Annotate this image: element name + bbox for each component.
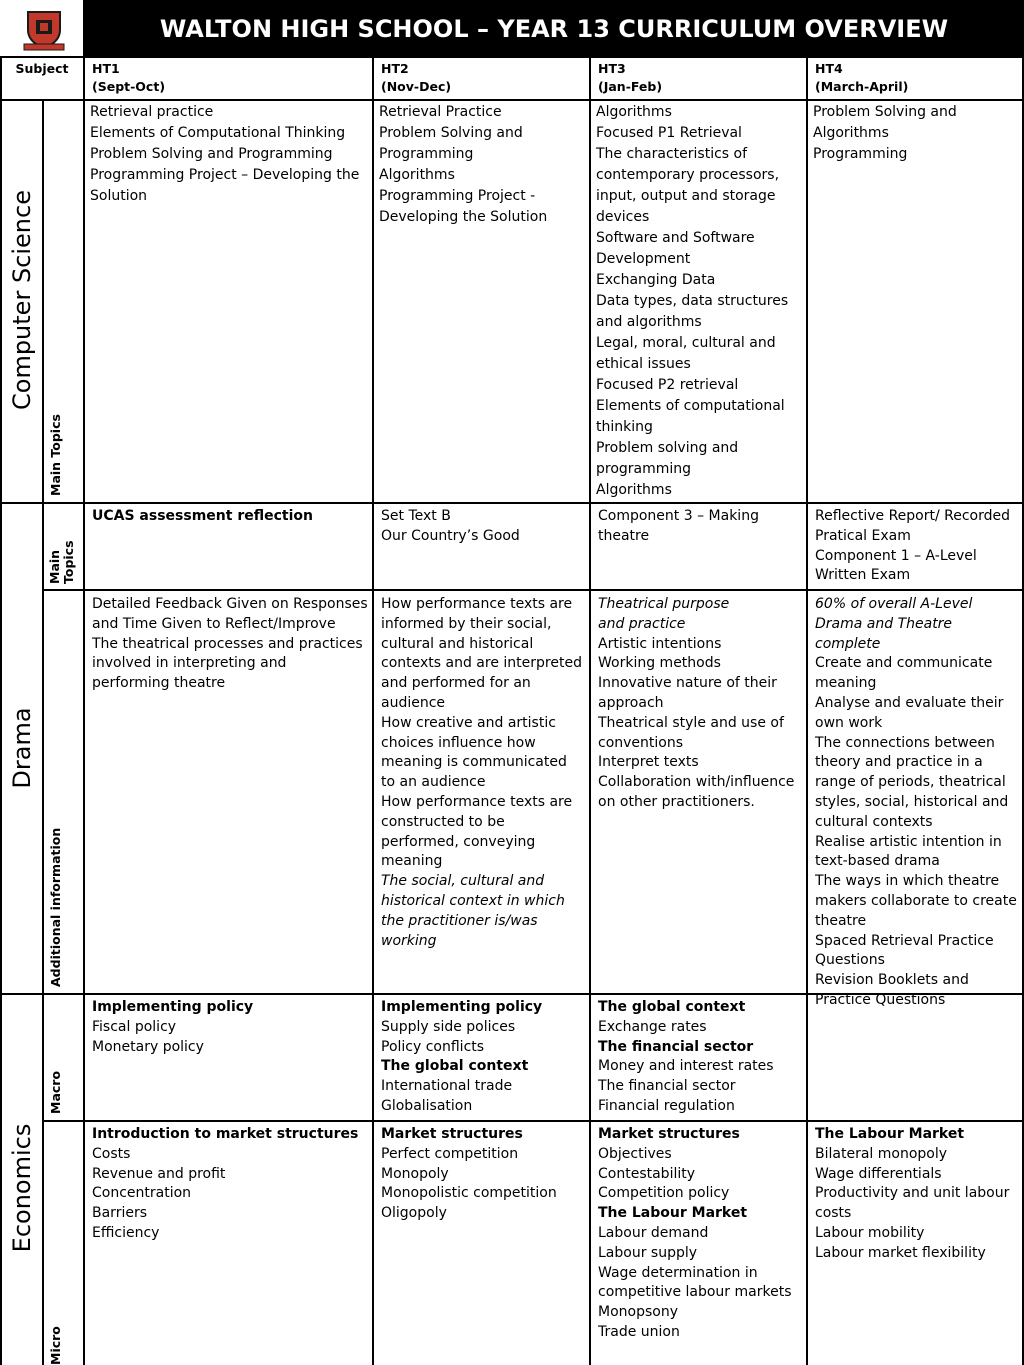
topic-item: Exchanging Data bbox=[596, 272, 716, 288]
topic-item: How creative and artistic choices influence how meaning is communicated to an audience bbox=[381, 714, 567, 791]
row-label-drama-main-topics: Main Topics bbox=[47, 540, 76, 584]
topic-item: Competition policy bbox=[598, 1185, 730, 1202]
header-ht3-label: HT3 bbox=[598, 61, 626, 76]
header-subject: Subject bbox=[15, 61, 69, 76]
topic-item: Bilateral monopoly bbox=[815, 1145, 948, 1162]
topic-item: Monopolistic competition bbox=[381, 1185, 557, 1202]
row-label-drama-additional: Additional information bbox=[48, 827, 63, 987]
logo-box bbox=[0, 0, 84, 58]
topic-item: Efficiency bbox=[92, 1224, 160, 1241]
topic-item: Costs bbox=[92, 1145, 131, 1162]
topic-item: UCAS assessment reflection bbox=[92, 508, 313, 524]
topic-item: Labour demand bbox=[598, 1224, 709, 1241]
topic-item: Collaboration with/influence on other practitioners. bbox=[598, 774, 795, 810]
topic-item: Component 1 – A-Level Written Exam bbox=[815, 547, 977, 584]
topic-heading: The global context bbox=[381, 1058, 529, 1075]
header-ht2-label: HT2 bbox=[381, 61, 409, 76]
drama-main-ht2-cell bbox=[381, 507, 585, 547]
topic-item: Monopsony bbox=[598, 1304, 678, 1321]
cs-ht3-cell bbox=[596, 102, 804, 501]
econ-micro-ht2-cell bbox=[381, 1125, 585, 1224]
topic-item: Financial regulation bbox=[598, 1097, 735, 1114]
topic-item: Programming Project - Developing the Solution bbox=[379, 188, 548, 225]
topic-item: Algorithms bbox=[596, 104, 672, 120]
header-ht4-label: HT4 bbox=[815, 61, 843, 76]
grid-line bbox=[589, 56, 591, 1365]
topic-item: Revision Booklets and Practice Questions bbox=[815, 972, 969, 1008]
topic-item: Software and Software Development bbox=[596, 230, 755, 267]
topic-item: Monetary policy bbox=[92, 1038, 204, 1055]
subject-computer-science: Computer Science bbox=[8, 190, 36, 410]
topic-item: Problem Solving and Programming bbox=[379, 125, 523, 162]
topic-item: Concentration bbox=[92, 1185, 192, 1202]
econ-macro-ht2-cell bbox=[381, 998, 585, 1117]
econ-micro-ht3-cell bbox=[598, 1125, 802, 1343]
cs-ht4-cell bbox=[813, 102, 963, 165]
topic-item: Focused P2 retrieval bbox=[596, 377, 739, 393]
topic-item: Innovative nature of their approach bbox=[598, 675, 777, 711]
grid-line bbox=[42, 589, 1024, 591]
drama-main-ht4-cell bbox=[815, 507, 1019, 586]
topic-item: The theatrical processes and practices involved in interpreting and performing theatre bbox=[92, 635, 363, 692]
topic-item: Wage determination in competitive labour markets bbox=[598, 1264, 792, 1301]
grid-line bbox=[0, 502, 1024, 504]
grid-line bbox=[83, 0, 85, 1365]
grid-line bbox=[0, 56, 1024, 58]
topic-item: Theatrical style and use of conventions bbox=[598, 714, 784, 751]
topic-heading: Introduction to market structures bbox=[92, 1126, 359, 1142]
topic-heading: The Labour Market bbox=[598, 1205, 748, 1222]
econ-micro-ht4-cell bbox=[815, 1125, 1019, 1264]
topic-item: The social, cultural and historical context in which the practitioner is/was working bbox=[381, 873, 565, 949]
topic-item: International trade bbox=[381, 1078, 513, 1095]
econ-micro-ht1-cell bbox=[92, 1125, 368, 1244]
topic-item: Programming bbox=[813, 146, 908, 162]
drama-additional-ht1-cell bbox=[92, 595, 368, 694]
topic-item: Labour market flexibility bbox=[815, 1244, 986, 1261]
header-ht3 bbox=[598, 60, 662, 96]
topic-item: Programming Project – Developing the Solution bbox=[90, 167, 360, 204]
econ-macro-ht1-cell bbox=[92, 998, 368, 1057]
topic-item: Reflective Report/ Recorded Pratical Exam bbox=[815, 508, 1011, 544]
topic-item: Elements of Computational Thinking bbox=[90, 125, 346, 141]
topic-item: Supply side polices bbox=[381, 1018, 516, 1035]
topic-item: Working methods bbox=[598, 655, 721, 672]
topic-item: Data types, data structures and algorithms bbox=[596, 293, 789, 330]
topic-heading: Implementing policy bbox=[92, 999, 254, 1015]
topic-item: Monopoly bbox=[381, 1165, 449, 1182]
header-ht2 bbox=[381, 60, 451, 96]
topic-item: Legal, moral, cultural and ethical issues bbox=[596, 335, 776, 372]
header-ht2-dates: (Nov-Dec) bbox=[381, 79, 452, 94]
row-label-cs-main-topics: Main Topics bbox=[48, 414, 63, 496]
topic-item: Objectives bbox=[598, 1145, 672, 1162]
topic-item: Spaced Retrieval Practice Questions bbox=[815, 932, 994, 969]
topic-item: Retrieval practice bbox=[90, 104, 214, 120]
topic-item: 60% of overall A-Level Drama and Theatre complete bbox=[815, 596, 973, 652]
topic-item: Retrieval Practice bbox=[379, 104, 502, 120]
topic-item: Exchange rates bbox=[598, 1018, 707, 1035]
school-crest-icon bbox=[18, 8, 70, 52]
grid-line bbox=[0, 99, 1024, 101]
row-label-economics-macro: Macro bbox=[48, 1070, 63, 1114]
topic-item: Elements of computational thinking bbox=[596, 398, 785, 435]
page-title: WALTON HIGH SCHOOL – YEAR 13 CURRICULUM OVERVIEW bbox=[84, 0, 1024, 58]
topic-item: The ways in which theatre makers collaborate to create theatre bbox=[815, 873, 1017, 929]
header-ht1 bbox=[92, 60, 165, 96]
topic-heading: The global context bbox=[598, 999, 746, 1015]
grid-line bbox=[0, 56, 2, 1365]
grid-line bbox=[372, 56, 374, 1365]
drama-additional-ht3-cell bbox=[598, 595, 802, 813]
topic-item: Detailed Feedback Given on Responses and Time Given to Reflect/Improve bbox=[92, 596, 368, 632]
econ-macro-ht3-cell bbox=[598, 998, 802, 1117]
topic-item: Problem solving and programming bbox=[596, 440, 739, 477]
grid-line bbox=[42, 99, 44, 1365]
topic-item: Realise artistic intention in text-based drama bbox=[815, 833, 1002, 870]
topic-item: Labour supply bbox=[598, 1244, 698, 1261]
subject-economics: Economics bbox=[8, 1123, 36, 1253]
topic-heading: The financial sector bbox=[598, 1038, 754, 1055]
header-ht1-label: HT1 bbox=[92, 61, 120, 76]
topic-item: Wage differentials bbox=[815, 1165, 942, 1182]
topic-item: The financial sector bbox=[598, 1078, 736, 1095]
topic-item: Component 3 – Making theatre bbox=[598, 508, 759, 544]
topic-item: Oligopoly bbox=[381, 1205, 447, 1222]
topic-item: Algorithms bbox=[596, 482, 672, 498]
topic-heading: The Labour Market bbox=[815, 1126, 965, 1142]
cs-ht2-cell bbox=[379, 102, 557, 228]
topic-item: Money and interest rates bbox=[598, 1058, 774, 1075]
drama-main-ht1-cell bbox=[92, 507, 368, 527]
header-ht4 bbox=[815, 60, 908, 96]
topic-heading: Market structures bbox=[598, 1126, 740, 1142]
topic-item: The characteristics of contemporary processors, input, output and storage devices bbox=[596, 146, 780, 225]
topic-item: How performance texts are informed by their social, cultural and historical contexts and are interpreted and performed for an audience bbox=[381, 596, 582, 711]
header-ht4-dates: (March-April) bbox=[815, 79, 909, 94]
topic-item: Problem Solving and Programming bbox=[90, 146, 333, 162]
topic-item: Theatrical purpose and practice bbox=[598, 596, 730, 632]
topic-item: Algorithms bbox=[379, 167, 455, 183]
topic-item: The connections between theory and practice in a range of periods, theatrical styles, social, historical and cultural contexts bbox=[815, 734, 1009, 830]
row-label-economics-micro: Micro bbox=[48, 1326, 63, 1365]
topic-item: Our Country’s Good bbox=[381, 527, 520, 544]
topic-heading: Market structures bbox=[381, 1126, 523, 1142]
drama-additional-ht2-cell bbox=[381, 595, 585, 951]
topic-item: Policy conflicts bbox=[381, 1038, 485, 1055]
topic-item: Artistic intentions bbox=[598, 635, 722, 652]
topic-item: Globalisation bbox=[381, 1097, 473, 1114]
topic-item: Interpret texts bbox=[598, 754, 699, 771]
topic-item: Productivity and unit labour costs bbox=[815, 1185, 1010, 1222]
topic-item: Fiscal policy bbox=[92, 1018, 177, 1035]
subject-drama: Drama bbox=[8, 707, 36, 789]
topic-item: Contestability bbox=[598, 1165, 696, 1182]
cs-ht1-cell bbox=[90, 102, 368, 207]
grid-line bbox=[806, 56, 808, 1365]
header-ht3-dates: (Jan-Feb) bbox=[598, 79, 663, 94]
topic-item: Perfect competition bbox=[381, 1145, 519, 1162]
topic-item: Focused P1 Retrieval bbox=[596, 125, 742, 141]
topic-item: Set Text B bbox=[381, 508, 451, 524]
topic-item: Create and communicate meaning bbox=[815, 655, 993, 692]
topic-item: Revenue and profit bbox=[92, 1165, 226, 1182]
topic-item: Trade union bbox=[598, 1323, 680, 1340]
topic-item: Barriers bbox=[92, 1205, 148, 1222]
topic-item: Problem Solving and Algorithms bbox=[813, 104, 957, 141]
topic-item: Labour mobility bbox=[815, 1224, 925, 1241]
topic-item: Analyse and evaluate their own work bbox=[815, 694, 1004, 731]
topic-item: How performance texts are constructed to be performed, conveying meaning bbox=[381, 793, 573, 870]
grid-line bbox=[42, 1120, 1024, 1122]
header-ht1-dates: (Sept-Oct) bbox=[92, 79, 166, 94]
drama-additional-ht4-cell bbox=[815, 595, 1019, 1011]
drama-main-ht3-cell bbox=[598, 507, 768, 547]
topic-heading: Implementing policy bbox=[381, 999, 543, 1015]
